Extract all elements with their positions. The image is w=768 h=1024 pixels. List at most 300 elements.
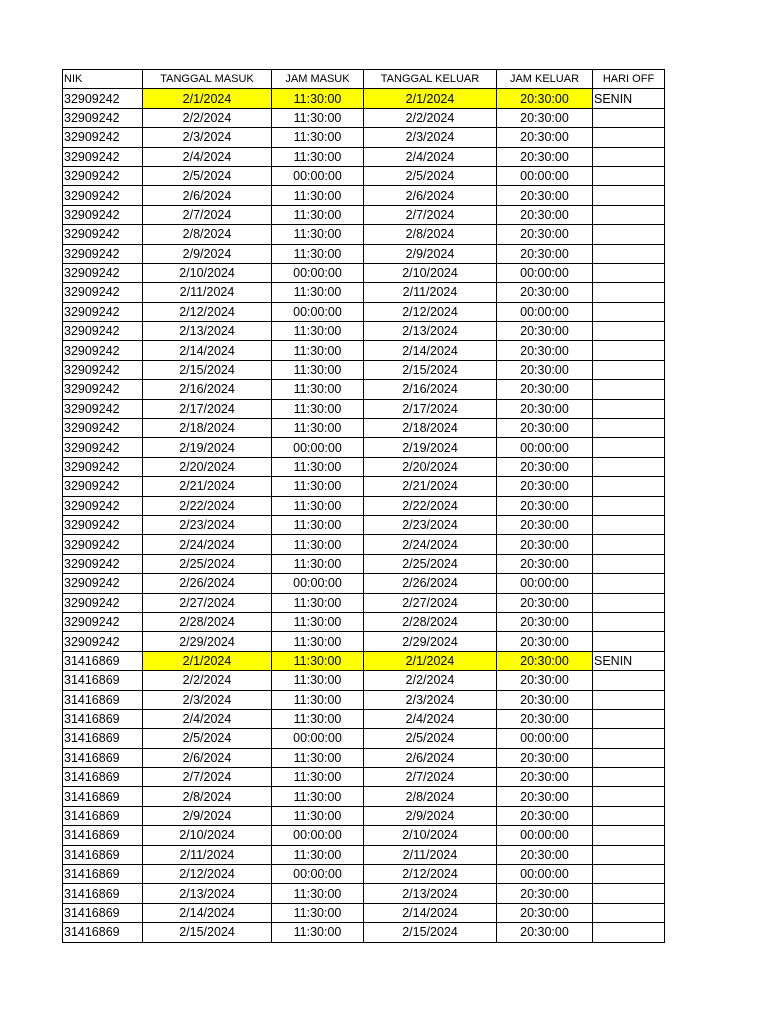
cell-tanggal-keluar: 2/12/2024	[364, 302, 497, 321]
cell-jam-masuk: 11:30:00	[272, 612, 364, 631]
cell-jam-masuk: 11:30:00	[272, 399, 364, 418]
table-row	[63, 302, 665, 321]
cell-tanggal-masuk: 2/22/2024	[143, 496, 272, 515]
cell-hari-off	[593, 535, 665, 554]
cell-tanggal-masuk: 2/7/2024	[143, 768, 272, 787]
cell-tanggal-masuk: 2/21/2024	[143, 477, 272, 496]
cell-jam-masuk: 11:30:00	[272, 768, 364, 787]
table-row	[63, 438, 665, 457]
cell-jam-masuk: 11:30:00	[272, 632, 364, 651]
cell-tanggal-masuk: 2/2/2024	[143, 108, 272, 127]
cell-jam-keluar: 20:30:00	[497, 496, 593, 515]
cell-tanggal-masuk: 2/9/2024	[143, 806, 272, 825]
cell-tanggal-masuk: 2/24/2024	[143, 535, 272, 554]
cell-tanggal-keluar: 2/13/2024	[364, 884, 497, 903]
table-row	[63, 147, 665, 166]
cell-tanggal-keluar: 2/8/2024	[364, 225, 497, 244]
cell-tanggal-keluar: 2/9/2024	[364, 806, 497, 825]
cell-hari-off	[593, 128, 665, 147]
table-row	[63, 903, 665, 922]
cell-nik: 31416869	[63, 709, 143, 728]
cell-jam-keluar: 00:00:00	[497, 302, 593, 321]
cell-tanggal-masuk: 2/13/2024	[143, 322, 272, 341]
cell-nik: 32909242	[63, 322, 143, 341]
cell-tanggal-keluar: 2/11/2024	[364, 283, 497, 302]
cell-hari-off	[593, 166, 665, 185]
cell-hari-off	[593, 147, 665, 166]
cell-tanggal-keluar: 2/26/2024	[364, 574, 497, 593]
cell-jam-masuk: 11:30:00	[272, 884, 364, 903]
cell-tanggal-masuk: 2/3/2024	[143, 128, 272, 147]
cell-tanggal-masuk: 2/27/2024	[143, 593, 272, 612]
cell-tanggal-keluar: 2/13/2024	[364, 322, 497, 341]
cell-tanggal-masuk: 2/17/2024	[143, 399, 272, 418]
cell-tanggal-keluar: 2/1/2024	[364, 89, 497, 108]
cell-jam-keluar: 20:30:00	[497, 283, 593, 302]
cell-jam-masuk: 11:30:00	[272, 322, 364, 341]
table-row	[63, 729, 665, 748]
cell-nik: 31416869	[63, 690, 143, 709]
cell-jam-keluar: 20:30:00	[497, 632, 593, 651]
cell-tanggal-masuk: 2/11/2024	[143, 845, 272, 864]
table-row	[63, 690, 665, 709]
cell-tanggal-masuk: 2/6/2024	[143, 186, 272, 205]
cell-tanggal-masuk: 2/11/2024	[143, 283, 272, 302]
table-row	[63, 263, 665, 282]
cell-hari-off	[593, 593, 665, 612]
cell-tanggal-keluar: 2/25/2024	[364, 554, 497, 573]
cell-tanggal-masuk: 2/8/2024	[143, 787, 272, 806]
cell-nik: 32909242	[63, 263, 143, 282]
cell-nik: 32909242	[63, 535, 143, 554]
cell-jam-keluar: 20:30:00	[497, 108, 593, 127]
cell-jam-masuk: 11:30:00	[272, 845, 364, 864]
cell-hari-off	[593, 554, 665, 573]
cell-hari-off	[593, 399, 665, 418]
cell-jam-keluar: 20:30:00	[497, 457, 593, 476]
header-tanggal-masuk: TANGGAL MASUK	[143, 70, 272, 89]
cell-nik: 32909242	[63, 225, 143, 244]
cell-jam-masuk: 11:30:00	[272, 496, 364, 515]
cell-nik: 31416869	[63, 671, 143, 690]
header-jam-keluar: JAM KELUAR	[497, 70, 593, 89]
cell-hari-off	[593, 612, 665, 631]
cell-hari-off	[593, 768, 665, 787]
cell-jam-masuk: 11:30:00	[272, 360, 364, 379]
table-row	[63, 419, 665, 438]
cell-nik: 32909242	[63, 128, 143, 147]
cell-nik: 32909242	[63, 515, 143, 534]
cell-jam-keluar: 20:30:00	[497, 380, 593, 399]
cell-nik: 32909242	[63, 612, 143, 631]
cell-hari-off	[593, 515, 665, 534]
cell-jam-keluar: 20:30:00	[497, 147, 593, 166]
cell-hari-off	[593, 806, 665, 825]
cell-jam-keluar: 20:30:00	[497, 477, 593, 496]
cell-hari-off	[593, 574, 665, 593]
cell-hari-off	[593, 302, 665, 321]
cell-tanggal-masuk: 2/26/2024	[143, 574, 272, 593]
cell-jam-masuk: 11:30:00	[272, 205, 364, 224]
cell-nik: 31416869	[63, 826, 143, 845]
cell-nik: 32909242	[63, 574, 143, 593]
header-hari-off: HARI OFF	[593, 70, 665, 89]
table-row	[63, 283, 665, 302]
table-row	[63, 89, 665, 108]
cell-tanggal-keluar: 2/16/2024	[364, 380, 497, 399]
cell-jam-masuk: 00:00:00	[272, 302, 364, 321]
cell-tanggal-keluar: 2/2/2024	[364, 108, 497, 127]
cell-jam-keluar: 20:30:00	[497, 341, 593, 360]
cell-hari-off	[593, 283, 665, 302]
cell-tanggal-masuk: 2/23/2024	[143, 515, 272, 534]
cell-jam-keluar: 00:00:00	[497, 729, 593, 748]
cell-tanggal-keluar: 2/4/2024	[364, 147, 497, 166]
cell-tanggal-masuk: 2/12/2024	[143, 865, 272, 884]
cell-jam-masuk: 11:30:00	[272, 283, 364, 302]
cell-jam-masuk: 11:30:00	[272, 671, 364, 690]
cell-jam-masuk: 00:00:00	[272, 826, 364, 845]
cell-jam-keluar: 20:30:00	[497, 205, 593, 224]
cell-tanggal-keluar: 2/3/2024	[364, 128, 497, 147]
cell-nik: 31416869	[63, 845, 143, 864]
cell-tanggal-keluar: 2/4/2024	[364, 709, 497, 728]
cell-jam-keluar: 20:30:00	[497, 612, 593, 631]
table-row	[63, 865, 665, 884]
cell-hari-off: SENIN	[593, 89, 665, 108]
cell-tanggal-masuk: 2/2/2024	[143, 671, 272, 690]
cell-jam-masuk: 11:30:00	[272, 748, 364, 767]
cell-jam-masuk: 11:30:00	[272, 186, 364, 205]
cell-tanggal-keluar: 2/14/2024	[364, 341, 497, 360]
cell-jam-masuk: 00:00:00	[272, 263, 364, 282]
cell-tanggal-keluar: 2/1/2024	[364, 651, 497, 670]
table-row	[63, 205, 665, 224]
cell-tanggal-masuk: 2/19/2024	[143, 438, 272, 457]
table-row	[63, 496, 665, 515]
cell-jam-masuk: 11:30:00	[272, 535, 364, 554]
cell-jam-masuk: 11:30:00	[272, 806, 364, 825]
table-row	[63, 108, 665, 127]
table-row	[63, 574, 665, 593]
cell-jam-keluar: 20:30:00	[497, 787, 593, 806]
cell-hari-off	[593, 923, 665, 942]
table-row	[63, 477, 665, 496]
cell-hari-off	[593, 865, 665, 884]
cell-tanggal-masuk: 2/14/2024	[143, 903, 272, 922]
cell-nik: 32909242	[63, 438, 143, 457]
cell-jam-keluar: 20:30:00	[497, 360, 593, 379]
cell-jam-masuk: 11:30:00	[272, 89, 364, 108]
cell-tanggal-keluar: 2/2/2024	[364, 671, 497, 690]
cell-tanggal-masuk: 2/4/2024	[143, 709, 272, 728]
cell-jam-masuk: 11:30:00	[272, 593, 364, 612]
cell-tanggal-keluar: 2/10/2024	[364, 826, 497, 845]
cell-nik: 31416869	[63, 729, 143, 748]
cell-nik: 32909242	[63, 302, 143, 321]
cell-jam-masuk: 11:30:00	[272, 225, 364, 244]
cell-nik: 32909242	[63, 147, 143, 166]
cell-tanggal-keluar: 2/14/2024	[364, 903, 497, 922]
cell-jam-masuk: 11:30:00	[272, 903, 364, 922]
cell-tanggal-keluar: 2/19/2024	[364, 438, 497, 457]
cell-jam-keluar: 20:30:00	[497, 244, 593, 263]
cell-tanggal-masuk: 2/1/2024	[143, 89, 272, 108]
cell-hari-off	[593, 477, 665, 496]
cell-jam-masuk: 11:30:00	[272, 554, 364, 573]
cell-tanggal-keluar: 2/6/2024	[364, 186, 497, 205]
cell-jam-keluar: 00:00:00	[497, 826, 593, 845]
cell-jam-keluar: 20:30:00	[497, 322, 593, 341]
table-row	[63, 923, 665, 942]
cell-jam-keluar: 20:30:00	[497, 903, 593, 922]
cell-nik: 32909242	[63, 186, 143, 205]
cell-tanggal-keluar: 2/22/2024	[364, 496, 497, 515]
cell-nik: 32909242	[63, 360, 143, 379]
cell-jam-masuk: 11:30:00	[272, 651, 364, 670]
cell-hari-off	[593, 845, 665, 864]
cell-nik: 32909242	[63, 380, 143, 399]
cell-jam-keluar: 20:30:00	[497, 128, 593, 147]
cell-tanggal-masuk: 2/7/2024	[143, 205, 272, 224]
cell-jam-masuk: 11:30:00	[272, 787, 364, 806]
cell-jam-masuk: 00:00:00	[272, 166, 364, 185]
cell-nik: 31416869	[63, 748, 143, 767]
cell-tanggal-keluar: 2/20/2024	[364, 457, 497, 476]
cell-hari-off	[593, 419, 665, 438]
cell-hari-off	[593, 186, 665, 205]
cell-jam-masuk: 11:30:00	[272, 709, 364, 728]
cell-tanggal-masuk: 2/5/2024	[143, 166, 272, 185]
table-row	[63, 535, 665, 554]
header-tanggal-keluar: TANGGAL KELUAR	[364, 70, 497, 89]
table-row	[63, 709, 665, 728]
cell-nik: 32909242	[63, 632, 143, 651]
table-row	[63, 341, 665, 360]
cell-hari-off	[593, 341, 665, 360]
cell-jam-masuk: 11:30:00	[272, 515, 364, 534]
cell-nik: 31416869	[63, 768, 143, 787]
cell-hari-off	[593, 690, 665, 709]
cell-jam-masuk: 11:30:00	[272, 147, 364, 166]
cell-tanggal-keluar: 2/18/2024	[364, 419, 497, 438]
table-row	[63, 360, 665, 379]
cell-tanggal-masuk: 2/13/2024	[143, 884, 272, 903]
cell-jam-keluar: 20:30:00	[497, 535, 593, 554]
cell-tanggal-keluar: 2/21/2024	[364, 477, 497, 496]
cell-jam-masuk: 11:30:00	[272, 380, 364, 399]
cell-jam-keluar: 20:30:00	[497, 806, 593, 825]
cell-jam-keluar: 20:30:00	[497, 671, 593, 690]
cell-tanggal-keluar: 2/7/2024	[364, 768, 497, 787]
cell-jam-keluar: 00:00:00	[497, 865, 593, 884]
header-nik: NIK	[63, 70, 143, 89]
cell-tanggal-keluar: 2/28/2024	[364, 612, 497, 631]
table-row	[63, 768, 665, 787]
cell-hari-off	[593, 457, 665, 476]
cell-tanggal-masuk: 2/8/2024	[143, 225, 272, 244]
cell-hari-off	[593, 205, 665, 224]
header-row	[63, 70, 665, 89]
cell-nik: 32909242	[63, 477, 143, 496]
cell-tanggal-keluar: 2/15/2024	[364, 923, 497, 942]
cell-hari-off	[593, 671, 665, 690]
cell-jam-keluar: 00:00:00	[497, 263, 593, 282]
cell-jam-masuk: 11:30:00	[272, 341, 364, 360]
cell-jam-keluar: 20:30:00	[497, 89, 593, 108]
table-row	[63, 845, 665, 864]
cell-jam-keluar: 00:00:00	[497, 574, 593, 593]
cell-tanggal-masuk: 2/12/2024	[143, 302, 272, 321]
cell-nik: 31416869	[63, 865, 143, 884]
table-row	[63, 380, 665, 399]
cell-jam-masuk: 00:00:00	[272, 729, 364, 748]
cell-tanggal-masuk: 2/4/2024	[143, 147, 272, 166]
cell-tanggal-masuk: 2/3/2024	[143, 690, 272, 709]
cell-hari-off	[593, 748, 665, 767]
cell-tanggal-keluar: 2/3/2024	[364, 690, 497, 709]
table-row	[63, 225, 665, 244]
cell-nik: 31416869	[63, 884, 143, 903]
cell-tanggal-keluar: 2/12/2024	[364, 865, 497, 884]
cell-tanggal-masuk: 2/20/2024	[143, 457, 272, 476]
cell-hari-off	[593, 903, 665, 922]
cell-jam-keluar: 20:30:00	[497, 554, 593, 573]
table-row	[63, 322, 665, 341]
cell-hari-off: SENIN	[593, 651, 665, 670]
cell-jam-masuk: 11:30:00	[272, 690, 364, 709]
cell-tanggal-masuk: 2/15/2024	[143, 923, 272, 942]
cell-tanggal-keluar: 2/24/2024	[364, 535, 497, 554]
cell-nik: 32909242	[63, 399, 143, 418]
cell-tanggal-keluar: 2/7/2024	[364, 205, 497, 224]
cell-hari-off	[593, 322, 665, 341]
cell-tanggal-masuk: 2/6/2024	[143, 748, 272, 767]
table-row	[63, 457, 665, 476]
cell-jam-masuk: 11:30:00	[272, 244, 364, 263]
table-row	[63, 399, 665, 418]
cell-tanggal-keluar: 2/15/2024	[364, 360, 497, 379]
cell-nik: 32909242	[63, 496, 143, 515]
cell-tanggal-masuk: 2/1/2024	[143, 651, 272, 670]
cell-tanggal-keluar: 2/11/2024	[364, 845, 497, 864]
cell-nik: 32909242	[63, 166, 143, 185]
table-row	[63, 826, 665, 845]
cell-jam-keluar: 20:30:00	[497, 709, 593, 728]
attendance-table	[62, 69, 665, 943]
cell-jam-keluar: 20:30:00	[497, 399, 593, 418]
table-row	[63, 787, 665, 806]
cell-tanggal-masuk: 2/5/2024	[143, 729, 272, 748]
table-row	[63, 651, 665, 670]
table-row	[63, 671, 665, 690]
cell-tanggal-keluar: 2/8/2024	[364, 787, 497, 806]
cell-nik: 32909242	[63, 283, 143, 302]
cell-jam-keluar: 20:30:00	[497, 884, 593, 903]
cell-jam-masuk: 11:30:00	[272, 419, 364, 438]
table-row	[63, 884, 665, 903]
table-row	[63, 632, 665, 651]
cell-hari-off	[593, 496, 665, 515]
table-row	[63, 166, 665, 185]
table-row	[63, 186, 665, 205]
cell-tanggal-keluar: 2/5/2024	[364, 729, 497, 748]
cell-tanggal-masuk: 2/29/2024	[143, 632, 272, 651]
table-row	[63, 554, 665, 573]
cell-hari-off	[593, 709, 665, 728]
cell-jam-keluar: 20:30:00	[497, 748, 593, 767]
cell-tanggal-masuk: 2/10/2024	[143, 826, 272, 845]
cell-jam-keluar: 00:00:00	[497, 438, 593, 457]
cell-hari-off	[593, 263, 665, 282]
cell-jam-keluar: 20:30:00	[497, 419, 593, 438]
cell-tanggal-keluar: 2/5/2024	[364, 166, 497, 185]
cell-hari-off	[593, 729, 665, 748]
table-row	[63, 244, 665, 263]
cell-nik: 32909242	[63, 244, 143, 263]
cell-tanggal-masuk: 2/15/2024	[143, 360, 272, 379]
cell-nik: 32909242	[63, 554, 143, 573]
cell-nik: 32909242	[63, 89, 143, 108]
cell-hari-off	[593, 826, 665, 845]
cell-hari-off	[593, 225, 665, 244]
cell-hari-off	[593, 632, 665, 651]
cell-tanggal-masuk: 2/9/2024	[143, 244, 272, 263]
cell-jam-keluar: 20:30:00	[497, 225, 593, 244]
cell-nik: 32909242	[63, 341, 143, 360]
cell-jam-masuk: 11:30:00	[272, 108, 364, 127]
table-row	[63, 128, 665, 147]
cell-tanggal-masuk: 2/14/2024	[143, 341, 272, 360]
cell-tanggal-keluar: 2/10/2024	[364, 263, 497, 282]
cell-hari-off	[593, 787, 665, 806]
cell-hari-off	[593, 380, 665, 399]
cell-tanggal-masuk: 2/18/2024	[143, 419, 272, 438]
cell-tanggal-keluar: 2/9/2024	[364, 244, 497, 263]
cell-tanggal-keluar: 2/6/2024	[364, 748, 497, 767]
cell-hari-off	[593, 360, 665, 379]
cell-nik: 31416869	[63, 787, 143, 806]
table-row	[63, 748, 665, 767]
cell-jam-keluar: 20:30:00	[497, 186, 593, 205]
cell-tanggal-keluar: 2/23/2024	[364, 515, 497, 534]
cell-jam-keluar: 20:30:00	[497, 651, 593, 670]
cell-nik: 32909242	[63, 419, 143, 438]
table-row	[63, 593, 665, 612]
cell-jam-masuk: 11:30:00	[272, 477, 364, 496]
cell-tanggal-keluar: 2/17/2024	[364, 399, 497, 418]
cell-nik: 32909242	[63, 457, 143, 476]
cell-nik: 32909242	[63, 108, 143, 127]
cell-jam-keluar: 20:30:00	[497, 515, 593, 534]
cell-jam-keluar: 20:30:00	[497, 923, 593, 942]
cell-hari-off	[593, 884, 665, 903]
cell-tanggal-masuk: 2/25/2024	[143, 554, 272, 573]
cell-nik: 31416869	[63, 651, 143, 670]
cell-jam-masuk: 00:00:00	[272, 438, 364, 457]
cell-nik: 31416869	[63, 903, 143, 922]
header-jam-masuk: JAM MASUK	[272, 70, 364, 89]
cell-tanggal-masuk: 2/10/2024	[143, 263, 272, 282]
cell-nik: 32909242	[63, 205, 143, 224]
cell-jam-keluar: 20:30:00	[497, 768, 593, 787]
table-row	[63, 612, 665, 631]
cell-tanggal-keluar: 2/27/2024	[364, 593, 497, 612]
cell-jam-keluar: 00:00:00	[497, 166, 593, 185]
cell-jam-keluar: 20:30:00	[497, 690, 593, 709]
cell-hari-off	[593, 108, 665, 127]
cell-jam-keluar: 20:30:00	[497, 845, 593, 864]
